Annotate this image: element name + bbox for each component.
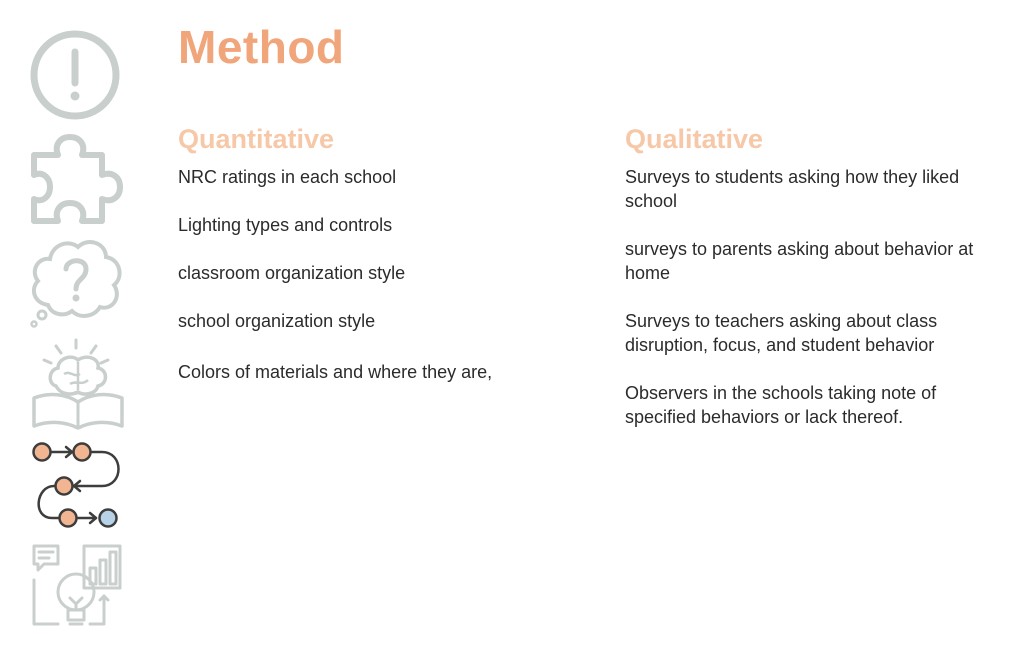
icon-sidebar (0, 0, 150, 662)
list-item: Surveys to teachers asking about class disruption, focus, and student behavior (625, 311, 938, 355)
quantitative-heading: Quantitative (178, 124, 335, 154)
list-item: surveys to parents asking about behavior at home (625, 239, 974, 283)
qualitative-list (625, 165, 985, 429)
qualitative-section (625, 124, 985, 453)
list-item: classroom organization style (178, 263, 406, 283)
process-flow-icon (30, 440, 126, 530)
puzzle-icon (30, 133, 124, 225)
list-item: school organization style (178, 311, 376, 331)
exclamation-icon (28, 28, 122, 122)
page-title: Method (178, 21, 345, 73)
quantitative-section (178, 124, 508, 411)
list-item: Lighting types and controls (178, 215, 393, 235)
list-item: NRC ratings in each school (178, 167, 397, 187)
question-bubble-icon (28, 235, 124, 329)
lightbulb-chart-icon (30, 540, 126, 632)
brain-book-icon (30, 338, 126, 430)
quantitative-list (178, 165, 508, 387)
list-item: Observers in the schools taking note of specified behaviors or lack thereof. (625, 383, 937, 427)
list-item: Colors of materials and where they are, (178, 362, 493, 382)
list-item: Surveys to students asking how they liked school (625, 167, 960, 211)
qualitative-heading: Qualitative (625, 124, 764, 154)
